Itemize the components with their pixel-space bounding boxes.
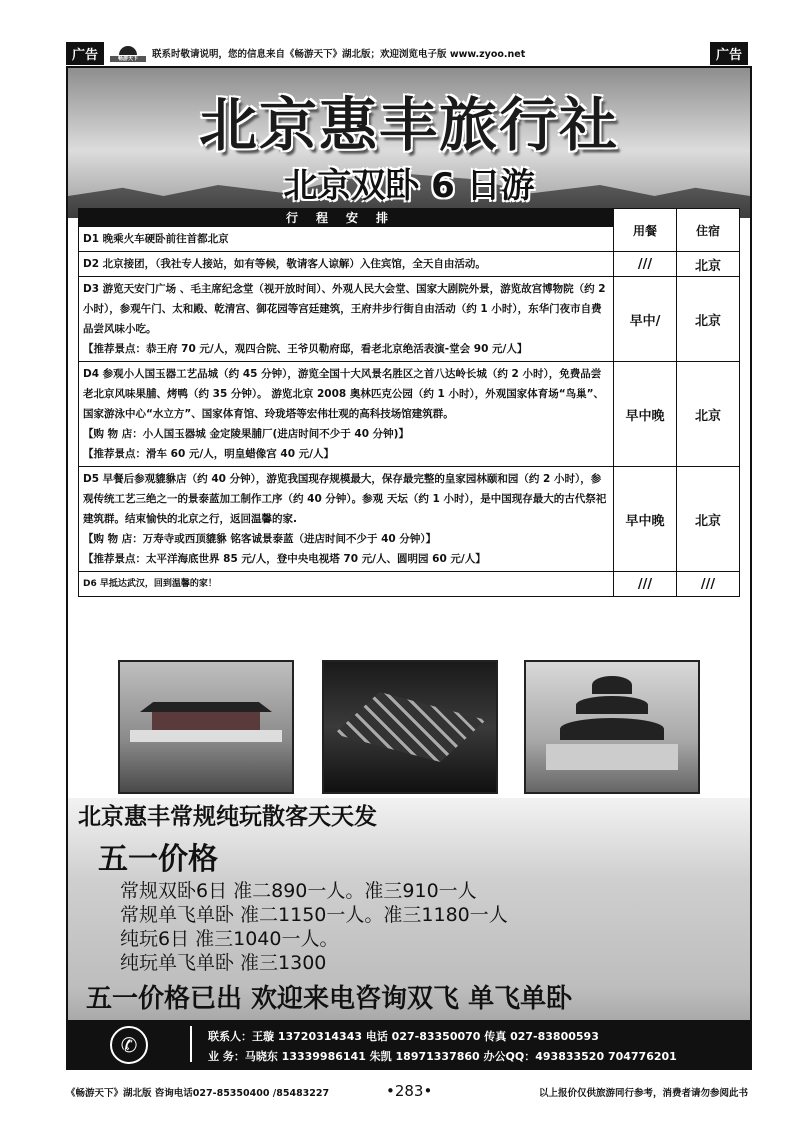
top-banner [66,42,748,64]
day-4-text: D4 参观小人国玉器工艺品城（约 45 分钟），游览全国十大风景名胜区之首八达岭长城（约 2 小时），免费品尝老北京风味果脯、烤鸭（约 35 分钟）。 游览北京 2008 奥林匹克公园（约 1 小时），外观国家体育场“鸟巢”、国家游泳中心“水立方”、国家体育馆、玲珑塔等宏伟壮观的高科技场馆建筑群。 [83,368,605,420]
temple-of-heaven-photo [524,660,700,794]
day-4-recommend: 【推荐景点：滑车 60 元/人，明皇蜡像宫 40 元/人】 [83,448,335,460]
stay-cell: 北京 [677,362,740,467]
contact-line-2: 业 务：马晓东 13339986141 朱凯 18971337860 办公QQ：493833520 704776201 [208,1050,677,1063]
price-line: 纯玩单飞单卧 准三1300 [120,952,327,974]
phone-icon: ✆ [110,1026,148,1064]
footer-left: 《畅游天下》湖北版 咨询电话027-85350400 /85483227 [66,1088,330,1099]
itinerary-table [78,208,740,597]
day-5-recommend: 【推荐景点：太平洋海底世界 85 元/人，登中央电视塔 70 元/人、圆明园 60 元/人】 [83,553,486,565]
day-5-shops: 【购 物 店：万寿寺或西顶貔貅 铭客诚景泰蓝（进店时间不少于 40 分钟）】 [83,533,437,545]
day-3-text: D3 游览天安门广场 、毛主席纪念堂（视开放时间）、外观人民大会堂、国家大剧院外景，游览故宫博物院（约 2 小时），参观午门、太和殿、乾清宫、御花园等宫廷建筑，王府井步行街自由活动（约 1 小时），东华门夜市自费品尝风味小吃。 [83,283,606,335]
terrace-shape [130,730,282,742]
stay-cell: 北京 [677,252,740,277]
day-3 [79,277,614,362]
day-4 [79,362,614,467]
stay-cell: 北京 [677,277,740,362]
itinerary-header: 行程安排 [79,209,614,227]
day-1: D1 晚乘火车硬卧前往首都北京 [79,227,614,252]
top-roof-shape [592,676,632,694]
call-to-action: 五一价格已出 欢迎来电咨询双飞 单飞单卧 [86,984,573,1014]
contact-line-1: 联系人：王璇 13720314343 电话 027-83350070 传真 027-83800593 [208,1030,599,1043]
hero-banner [68,68,750,218]
stay-cell: 北京 [677,467,740,572]
table-row [79,467,740,572]
stay-header: 住宿 [677,209,740,252]
mid-roof-shape [576,696,648,714]
meal-header: 用餐 [614,209,677,252]
day-4-shops: 【购 物 店：小人国玉器城 金定陵果脯厂(进店时间不少于 40 分钟)】 [83,428,409,440]
footer-right: 以上报价仅供旅游同行参考，消费者请勿参阅此书 [538,1088,748,1099]
price-heading: 五一价格 [98,842,218,877]
meal-cell: 早中晚 [614,362,677,467]
contact-bar [68,1020,750,1068]
ad-frame [66,66,752,1070]
day-3-recommend: 【推荐景点：恭王府 70 元/人，观四合院、王爷贝勒府邸，看老北京绝活表演-堂会 90 元/人】 [83,343,528,355]
page-number: •283• [386,1082,433,1100]
logo-text: 畅游天下 [110,56,146,62]
agency-title: 北京惠丰旅行社 [198,91,619,159]
day-5 [79,467,614,572]
price-line: 常规单飞单卧 准二1150一人。准三1180一人 [120,904,508,926]
ad-label-right: 广告 [710,42,748,65]
forbidden-city-photo [118,660,294,794]
magazine-logo [110,44,146,62]
table-row [79,362,740,467]
header-notice: 联系时敬请说明，您的信息来自《畅游天下》湖北版；欢迎浏览电子版 www.zyoo.net [152,49,526,60]
low-roof-shape [560,718,664,740]
water-cube-photo [322,660,498,794]
base-shape [546,744,678,770]
photo-strip [68,656,750,801]
table-row [79,252,740,277]
ad-label-left: 广告 [66,42,104,65]
sun-icon [119,46,137,55]
meal-cell: 早中/ [614,277,677,362]
table-row [79,572,740,597]
day-2: D2 北京接团，（我社专人接站，如有等候，敬请客人谅解）入住宾馆，全天自由活动。 [79,252,614,277]
day-5-text: D5 早餐后参观貔貅店（约 40 分钟），游览我国现存规模最大，保存最完整的皇家园林颐和园（约 2 小时），参观传统工艺三绝之一的景泰蓝加工制作工序（约 40 分钟）。参观 天坛（约 1 小时），是中国现存最大的古代祭祀建筑群。结束愉快的北京之行，返回温馨的家. [83,473,607,525]
price-line: 纯玩6日 准三1040一人。 [120,928,339,950]
meal-cell: /// [614,252,677,277]
meal-cell: /// [614,572,677,597]
promo-title: 北京惠丰常规纯玩散客天天发 [78,804,377,830]
table-row [79,277,740,362]
tour-subtitle: 北京双卧 6 日游 [283,166,535,206]
cube-shape [334,692,486,762]
stay-cell: /// [677,572,740,597]
hall-shape [152,712,260,730]
price-line: 常规双卧6日 准二890一人。准三910一人 [120,880,477,902]
page-footer [66,1082,748,1102]
roof-shape [140,702,272,712]
day-6: D6 早抵达武汉，回到温馨的家！ [79,572,614,597]
divider [190,1026,192,1062]
meal-cell: 早中晚 [614,467,677,572]
